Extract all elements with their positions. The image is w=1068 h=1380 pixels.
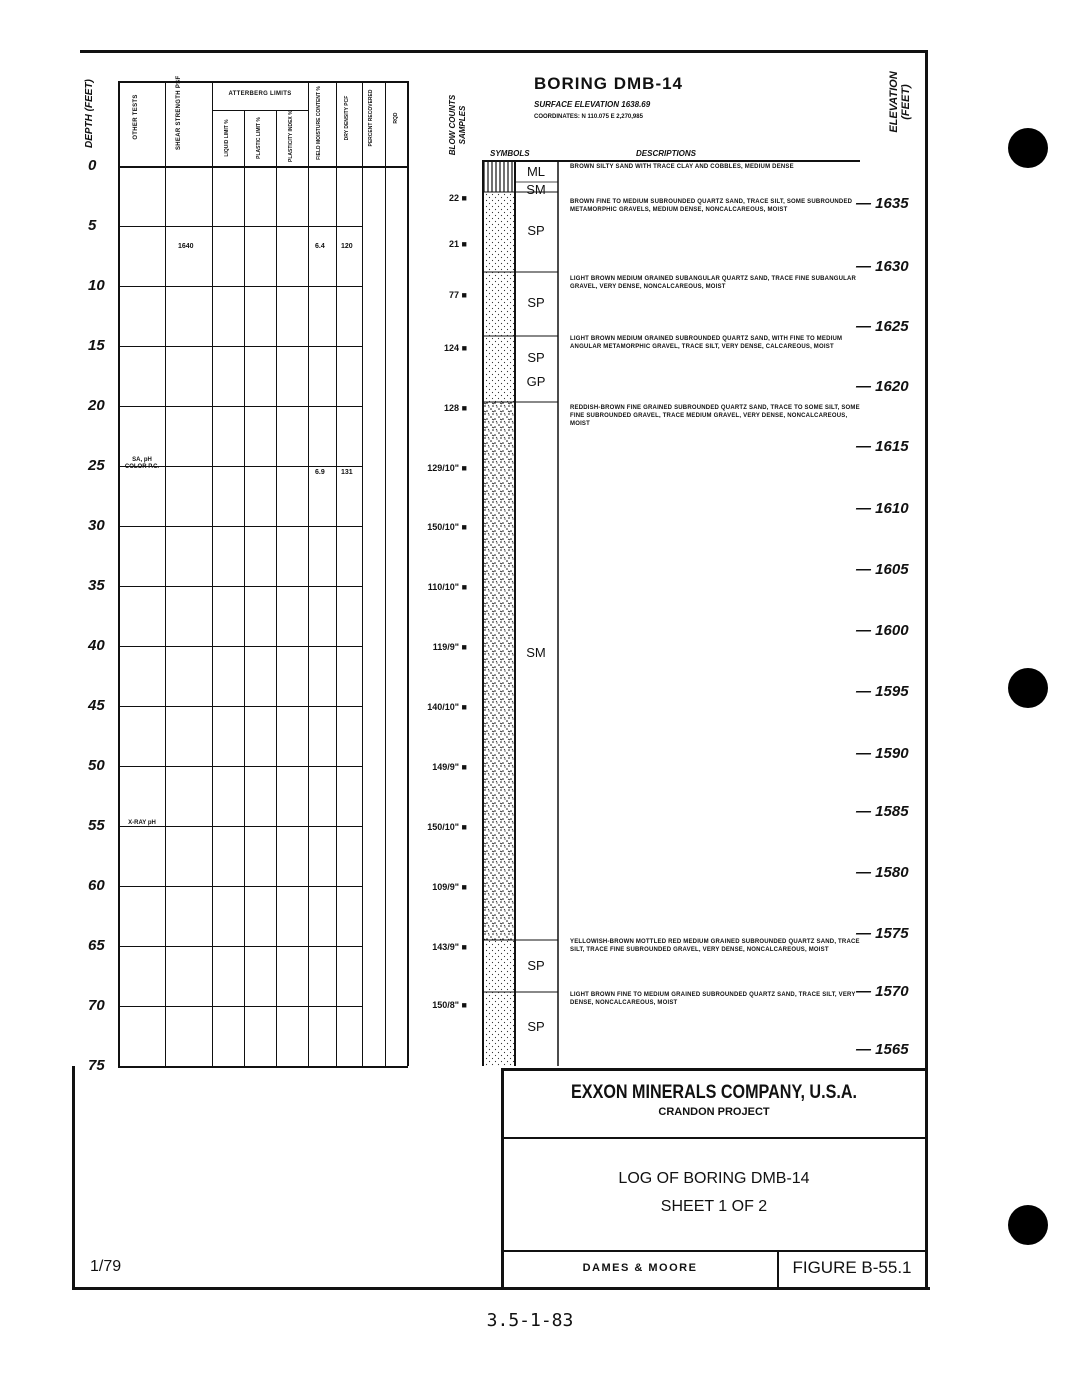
depth-label: 25 — [88, 457, 105, 474]
depth-label: 45 — [88, 697, 105, 714]
header-plastic-limit: PLASTIC LIMIT % — [256, 117, 262, 159]
moisture-value: 6.4 — [315, 243, 325, 250]
elevation-label: — 1590 — [856, 745, 909, 762]
symbol-sp: SP — [527, 295, 545, 310]
table-top-border — [118, 81, 408, 83]
elevation-label: — 1620 — [856, 378, 909, 395]
soil-description: REDDISH-BROWN FINE GRAINED SUBROUNDED QUARTZ SAND, TRACE TO SOME SILT, SOME FINE SUBROUNDED GRAVEL, TRACE MEDIUM GRAVEL, VERY DENSE, NONCALCAREOUS, MOIST — [570, 405, 860, 427]
soil-description: LIGHT BROWN MEDIUM GRAINED SUBANGULAR QUARTZ SAND, TRACE FINE SUBANGULAR GRAVEL, VERY DENSE, NONCALCAREOUS, MOIST — [570, 276, 857, 290]
punch-hole-top — [1008, 128, 1048, 168]
elevation-label: — 1615 — [856, 438, 909, 455]
depth-label: 65 — [88, 937, 105, 954]
elevation-label: — 1580 — [856, 864, 909, 881]
log-title: LOG OF BORING DMB-14 — [618, 1170, 810, 1187]
elevation-label: — 1610 — [856, 500, 909, 517]
header-rqd: RQD — [393, 112, 399, 124]
symbol-sp: SP — [527, 223, 545, 238]
row-line — [118, 586, 362, 587]
symbol-ml: ML — [526, 164, 546, 179]
elevation-label: — 1605 — [856, 561, 909, 578]
row-line — [118, 226, 362, 227]
col-border-3 — [212, 81, 213, 1066]
descriptions-label: DESCRIPTIONS — [636, 149, 697, 158]
row-line — [118, 946, 362, 947]
blow-count: 150/10" ■ — [427, 522, 467, 532]
shear-strength-value: 1640 — [178, 243, 194, 250]
depth-label: 35 — [88, 577, 105, 594]
depth-label: 60 — [88, 877, 105, 894]
page-number: 3.5-1-83 — [486, 1310, 574, 1331]
elevation-label: — 1635 — [856, 195, 909, 212]
row-line — [118, 646, 362, 647]
moisture-value: 6.9 — [315, 469, 325, 476]
header-other-tests: OTHER TESTS — [133, 94, 139, 140]
col-border-2 — [165, 81, 166, 1066]
punch-hole-middle — [1008, 668, 1048, 708]
title-block-divider — [501, 1137, 926, 1139]
symbols-label: SYMBOLS — [490, 149, 530, 158]
blow-count: 129/10" ■ — [427, 463, 467, 473]
symbol-gp: GP — [526, 374, 546, 389]
row-line — [118, 406, 362, 407]
frame-left — [72, 1066, 75, 1289]
depth-label: 15 — [88, 337, 105, 354]
depth-axis-label: DEPTH (FEET) — [84, 79, 95, 148]
header-atterberg: ATTERBERG LIMITS — [228, 91, 292, 97]
depth-label: 40 — [88, 637, 105, 654]
elevation-axis-label: ELEVATION (FEET) — [888, 71, 912, 133]
title-block-divider — [777, 1250, 779, 1287]
blow-count: 110/10" ■ — [427, 582, 467, 592]
blow-count: 149/9" ■ — [432, 762, 467, 772]
col-border-5 — [276, 110, 277, 1066]
col-border-1 — [118, 81, 120, 1066]
figure-number: FIGURE B-55.1 — [792, 1258, 912, 1277]
title-block-divider — [501, 1250, 926, 1252]
col-border-8 — [362, 81, 363, 1066]
surface-elevation: SURFACE ELEVATION 1638.69 — [534, 100, 651, 109]
elevation-label: — 1595 — [856, 683, 909, 700]
depth-label: 10 — [88, 277, 105, 294]
blow-count: 140/10" ■ — [427, 702, 467, 712]
depth-label: 30 — [88, 517, 105, 534]
blow-count: 21 ■ — [449, 239, 467, 249]
depth-label: 75 — [88, 1057, 105, 1074]
header-percent-recovered: PERCENT RECOVERED — [368, 89, 374, 147]
blow-counts-label: BLOW COUNTS SAMPLES — [448, 94, 467, 156]
firm-name: DAMES & MOORE — [582, 1262, 698, 1274]
header-field-moisture: FIELD MOISTURE CONTENT % — [316, 86, 322, 160]
density-value: 120 — [341, 243, 353, 250]
elevation-label: — 1630 — [856, 258, 909, 275]
blow-count: 124 ■ — [444, 343, 467, 353]
boring-title: BORING DMB-14 — [534, 74, 684, 93]
row-line — [118, 706, 362, 707]
other-tests-value: X-RAY pH — [128, 820, 156, 826]
date-stamp: 1/79 — [90, 1258, 122, 1275]
elevation-label: — 1570 — [856, 983, 909, 1000]
soil-description: BROWN SILTY SAND WITH TRACE CLAY AND COBBLES, MEDIUM DENSE — [570, 164, 794, 170]
row-line — [118, 886, 362, 887]
symbol-sm: SM — [526, 645, 546, 660]
frame-top — [80, 50, 928, 53]
row-line — [118, 346, 362, 347]
blow-count: 150/8" ■ — [432, 1000, 467, 1010]
blow-count: 77 ■ — [449, 290, 467, 300]
blow-count: 150/10" ■ — [427, 822, 467, 832]
row-line — [118, 286, 362, 287]
elevation-label: — 1585 — [856, 803, 909, 820]
row-line — [118, 526, 362, 527]
density-value: 131 — [341, 469, 353, 476]
soil-description: LIGHT BROWN MEDIUM GRAINED SUBROUNDED QUARTZ SAND, WITH FINE TO MEDIUM ANGULAR METAMORPHIC GRAVEL, TRACE SILT, VERY DENSE, CALCAREOUS, MOIST — [570, 336, 843, 350]
project-name: CRANDON PROJECT — [658, 1106, 770, 1118]
soil-description: BROWN FINE TO MEDIUM SUBROUNDED QUARTZ SAND, TRACE SILT, SOME SUBROUNDED METAMORPHIC GRAVELS, MEDIUM DENSE, NONCALCAREOUS, MOIST — [570, 199, 853, 213]
punch-hole-bottom — [1008, 1205, 1048, 1245]
elevation-label: — 1600 — [856, 622, 909, 639]
table-header-divider — [118, 166, 408, 168]
blow-count: 22 ■ — [449, 193, 467, 203]
col-border-6 — [308, 81, 309, 1066]
company-name: EXXON MINERALS COMPANY, U.S.A. — [571, 1082, 857, 1103]
symbol-sp: SP — [527, 958, 545, 973]
depth-label: 55 — [88, 817, 105, 834]
header-shear-strength: SHEAR STRENGTH PSF — [176, 75, 182, 150]
row-line — [118, 766, 362, 767]
symbol-sp: SP — [527, 1019, 545, 1034]
col-border-10 — [407, 81, 409, 1066]
coordinates: COORDINATES: N 110.075 E 2,270,985 — [534, 114, 643, 120]
blow-count: 143/9" ■ — [432, 942, 467, 952]
sheet-number: SHEET 1 OF 2 — [660, 1198, 768, 1215]
blow-count: 109/9" ■ — [432, 882, 467, 892]
table-bottom-border — [118, 1066, 408, 1068]
depth-label: 0 — [88, 157, 97, 174]
blow-count: 119/9" ■ — [432, 642, 467, 652]
elevation-label: — 1625 — [856, 318, 909, 335]
elevation-label: — 1565 — [856, 1041, 909, 1058]
row-line — [118, 1006, 362, 1007]
other-tests-value: SA, pH COLOR P.C. — [124, 457, 160, 470]
soil-description: YELLOWISH-BROWN MOTTLED RED MEDIUM GRAINED SUBROUNDED QUARTZ SAND, TRACE SILT, TRACE FINE SUBROUNDED GRAVEL, VERY DENSE, NONCALCAREOUS, MOIST — [570, 939, 860, 953]
col-border-7 — [336, 81, 337, 1066]
soil-description: LIGHT BROWN FINE TO MEDIUM GRAINED SUBROUNDED QUARTZ SAND, TRACE SILT, VERY DENSE, NONCALCAREOUS, MOIST — [570, 992, 856, 1006]
col-border-9 — [385, 81, 386, 1066]
depth-label: 20 — [88, 397, 105, 414]
header-dry-density: DRY DENSITY PCF — [344, 95, 350, 141]
header-liquid-limit: LIQUID LIMIT % — [224, 119, 230, 157]
header-plasticity-index: PLASTICITY INDEX % — [288, 110, 294, 162]
col-border-4 — [244, 110, 245, 1066]
blow-count: 128 ■ — [444, 403, 467, 413]
elevation-label: — 1575 — [856, 925, 909, 942]
depth-label: 70 — [88, 997, 105, 1014]
symbol-sm: SM — [526, 182, 546, 197]
depth-label: 50 — [88, 757, 105, 774]
symbol-sp: SP — [527, 350, 545, 365]
depth-label: 5 — [88, 217, 97, 234]
